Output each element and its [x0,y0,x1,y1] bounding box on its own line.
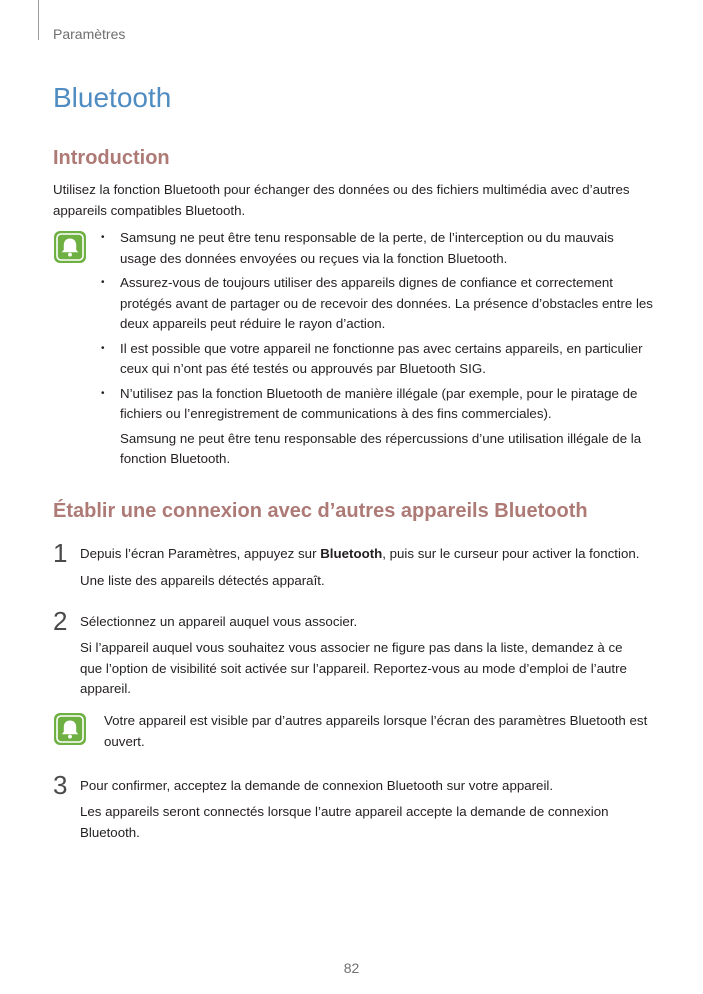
bullet-dot: • [101,387,105,399]
step-1-bold-term: Bluetooth [320,546,383,561]
notice-item-extra: Samsung ne peut être tenu responsable des répercussions d’une utilisation illégale de la fonction Bluetooth. [120,430,642,466]
section-heading-introduction: Introduction [53,147,170,169]
step-3-text: Pour confirmer, acceptez la demande de connexion Bluetooth sur votre appareil. [80,778,554,793]
notice-item: • N’utilisez pas la fonction Bluetooth de manière illégale (par exemple, pour le piratage de fichiers ou l’enregistrement de communications à des fins commerciales). Samsung ne peut être tenu responsable des répercussions d’une utilisation illégale de la fonction Bluetooth. [101,384,653,470]
intro-paragraph: Utilisez la fonction Bluetooth pour échanger des données ou des fichiers multimédia avec d’autres appareils compatibles Bluetooth. [53,182,630,218]
step-number-1: 1 [53,538,68,568]
page-title: Bluetooth [53,82,172,113]
step-number-2: 2 [53,606,68,636]
running-head: Paramètres [53,26,126,42]
notice-bell-icon [54,713,86,745]
notice-list [101,228,653,474]
step-2-detail: Si l’appareil auquel vous souhaitez vous associer ne figure pas dans la liste, demandez à ce que l’option de visibilité soit activée sur l’appareil. Reportez-vous au mode d’emploi de l’autre appareil. [80,640,627,696]
step-2-text: Sélectionnez un appareil auquel vous associer. [80,614,358,629]
bullet-dot: • [101,342,105,354]
notice-item: • Il est possible que votre appareil ne fonctionne pas avec certains appareils, en particulier ceux qui n’ont pas été testés ou approuvés par Bluetooth SIG. [101,340,643,376]
step-1-detail: Une liste des appareils détectés apparaît. [80,573,325,588]
step-3-detail: Les appareils seront connectés lorsque l’autre appareil accepte la demande de connexion Bluetooth. [80,804,609,840]
notice-item: • Assurez-vous de toujours utiliser des appareils dignes de confiance et correctement protégés avant de partager ou de recevoir des données. La présence d’obstacles entre les deux appareils peut réduire le rayon d’action. [101,275,653,331]
step-number-3: 3 [53,770,68,800]
bullet-dot: • [101,232,105,243]
section-heading-connect: Établir une connexion avec d’autres appareils Bluetooth [53,500,588,522]
notice-item: • Samsung ne peut être tenu responsable de la perte, de l’interception ou du mauvais usage des données envoyées ou reçues via la fonction Bluetooth. [101,230,614,266]
notice-bell-icon [54,231,86,263]
page-number: 82 [343,960,360,976]
margin-rule [38,0,39,40]
step-1-text: Depuis l’écran Paramètres, appuyez sur Bluetooth, puis sur le curseur pour activer la fonction. [80,546,640,561]
step-2-note: Votre appareil est visible par d’autres appareils lorsque l’écran des paramètres Bluetooth est ouvert. [104,713,648,749]
bullet-dot: • [101,277,105,288]
